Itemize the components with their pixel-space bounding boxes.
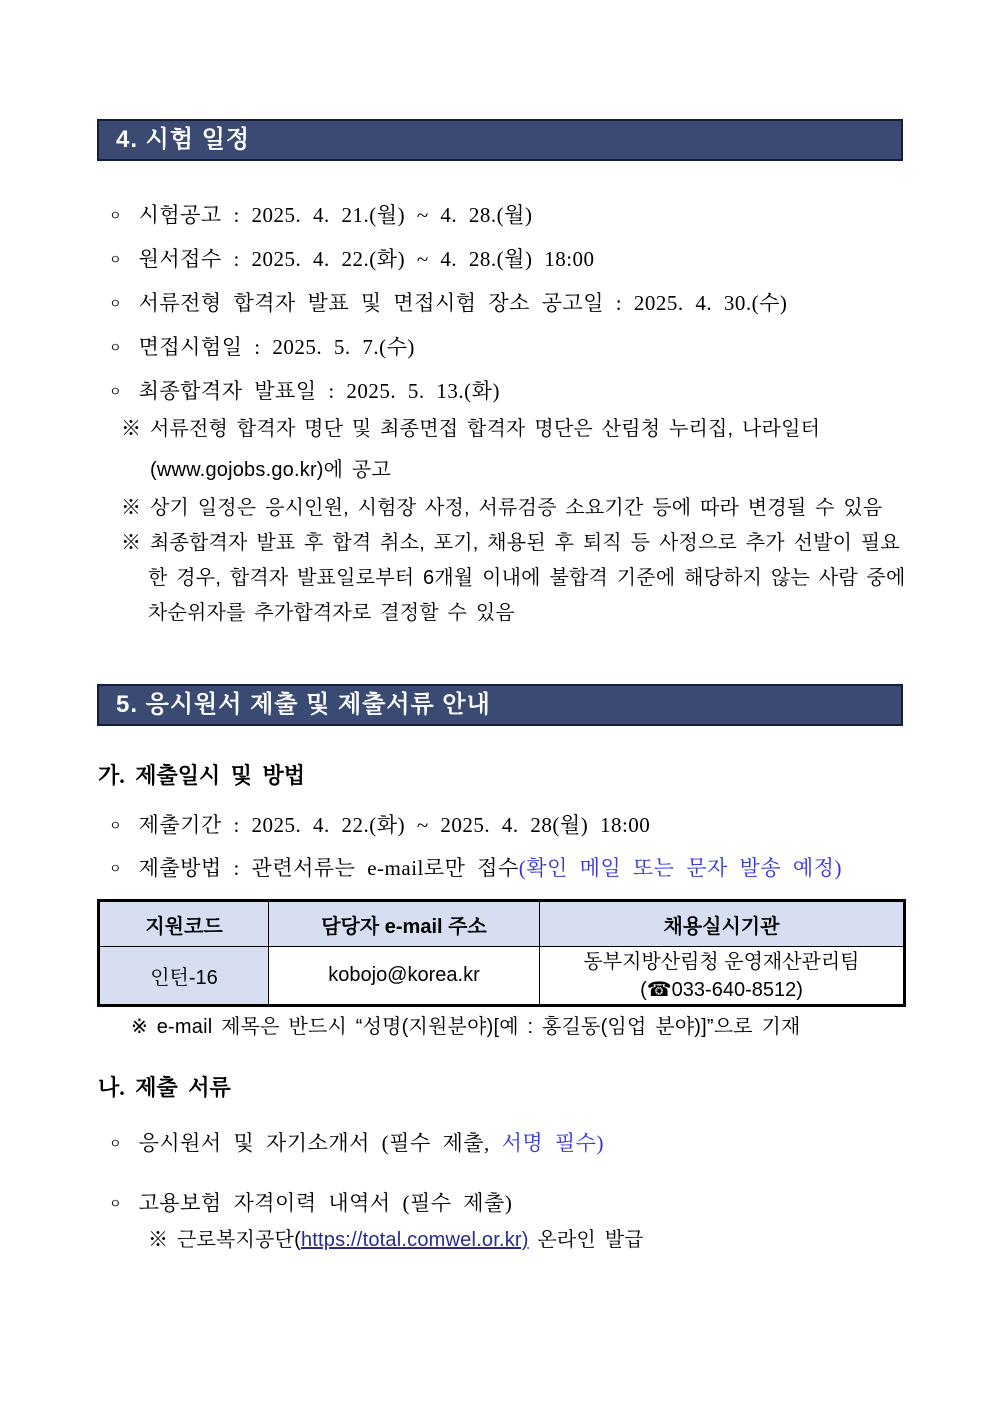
note-suffix: 온라인 발급 xyxy=(528,1229,644,1251)
list-item-text: 고용보험 자격이력 내역서 (필수 제출) xyxy=(138,1191,513,1215)
note-additional-selection-line1: ※ 최종합격자 발표 후 합격 취소, 포기, 채용된 후 퇴직 등 사정으로 추가 선발이 필요 xyxy=(121,532,900,554)
cell-hiring-agency xyxy=(540,947,905,1006)
circle-bullet-icon: ㅇ xyxy=(109,1196,122,1211)
note-additional-selection-line3: 차순위자를 추가합격자로 결정할 수 있음 xyxy=(148,602,515,624)
subheading-submission-method: 가. 제출일시 및 방법 xyxy=(98,763,306,788)
section4-header-bar xyxy=(97,119,903,161)
section5-title: 5. 응시원서 제출 및 제출서류 안내 xyxy=(116,691,491,718)
circle-bullet-icon: ㅇ xyxy=(109,384,122,399)
list-item-text: 원서접수 : 2025. 4. 22.(화) ~ 4. 28.(월) 18:00 xyxy=(138,247,595,271)
circle-bullet-icon: ㅇ xyxy=(109,208,122,223)
column-header-application-code: 지원코드 xyxy=(99,901,269,947)
agency-phone: (☎033-640-8512) xyxy=(640,978,803,1001)
note-online-issuance xyxy=(148,1227,644,1254)
subheading-required-documents: 나. 제출 서류 xyxy=(98,1075,231,1100)
list-item-document-pass-announcement xyxy=(109,289,787,318)
list-item-text: 최종합격자 발표일 : 2025. 5. 13.(화) xyxy=(138,379,500,403)
circle-bullet-icon: ㅇ xyxy=(109,818,122,833)
list-item-text: 면접시험일 : 2025. 5. 7.(수) xyxy=(138,335,415,359)
note-pass-list-posting-line2: (www.gojobs.go.kr)에 공고 xyxy=(150,459,391,481)
list-item-submission-period xyxy=(109,811,650,840)
circle-bullet-icon: ㅇ xyxy=(109,296,122,311)
list-item-text: 응시원서 및 자기소개서 (필수 제출, xyxy=(138,1131,502,1155)
note-schedule-change: ※ 상기 일정은 응시인원, 시험장 사정, 서류검증 소요기간 등에 따라 변경될 수 있음 xyxy=(121,497,883,519)
circle-bullet-icon: ㅇ xyxy=(109,252,122,267)
agency-name: 동부지방산림청 운영재산관리팀 xyxy=(583,950,860,973)
list-item-text: 제출기간 : 2025. 4. 22.(화) ~ 2025. 4. 28(월) 18:00 xyxy=(138,813,651,837)
list-item-application-form xyxy=(109,1129,604,1158)
circle-bullet-icon: ㅇ xyxy=(109,1136,122,1151)
table-row xyxy=(99,947,905,1006)
list-item-text: 서류전형 합격자 발표 및 면접시험 장소 공고일 : 2025. 4. 30.(수) xyxy=(138,291,788,315)
list-item-exam-announcement xyxy=(109,201,532,230)
list-item-interview-date xyxy=(109,333,415,362)
section4-title: 4. 시험 일정 xyxy=(116,126,251,153)
section5-header-bar xyxy=(97,684,903,726)
note-email-subject-format: ※ e-mail 제목은 반드시 “성명(지원분야)[예 : 홍길동(임업 분야)]”으로 기재 xyxy=(131,1016,801,1038)
table-header-row xyxy=(99,901,905,947)
method-note-blue-text: (확인 메일 또는 문자 발송 예정) xyxy=(518,856,842,880)
list-item-employment-insurance-record xyxy=(109,1189,512,1218)
list-item-application-period xyxy=(109,245,595,274)
cell-application-code: 인턴-16 xyxy=(99,947,269,1006)
note-additional-selection-line2: 한 경우, 합격자 발표일로부터 6개월 이내에 불합격 기준에 해당하지 않는 사람 중에 xyxy=(148,567,906,589)
column-header-manager-email: 담당자 e-mail 주소 xyxy=(269,901,540,947)
circle-bullet-icon: ㅇ xyxy=(109,340,122,355)
list-item-text: 제출방법 : 관련서류는 e-mail로만 접수 xyxy=(138,856,519,880)
circle-bullet-icon: ㅇ xyxy=(109,861,122,876)
note-pass-list-posting-line1: ※ 서류전형 합격자 명단 및 최종면접 합격자 명단은 산림청 누리집, 나라일터 xyxy=(121,418,821,440)
column-header-hiring-agency: 채용실시기관 xyxy=(540,901,905,947)
list-item-submission-method xyxy=(109,854,842,883)
cell-manager-email: kobojo@korea.kr xyxy=(269,947,540,1006)
note-prefix: ※ 근로복지공단( xyxy=(148,1229,301,1251)
application-contact-table xyxy=(97,899,906,1007)
list-item-text: 시험공고 : 2025. 4. 21.(월) ~ 4. 28.(월) xyxy=(138,203,533,227)
list-item-final-pass-announcement xyxy=(109,377,500,406)
comwel-link[interactable]: https://total.comwel.or.kr) xyxy=(300,1229,529,1251)
signature-required-blue-text: 서명 필수) xyxy=(501,1131,604,1155)
